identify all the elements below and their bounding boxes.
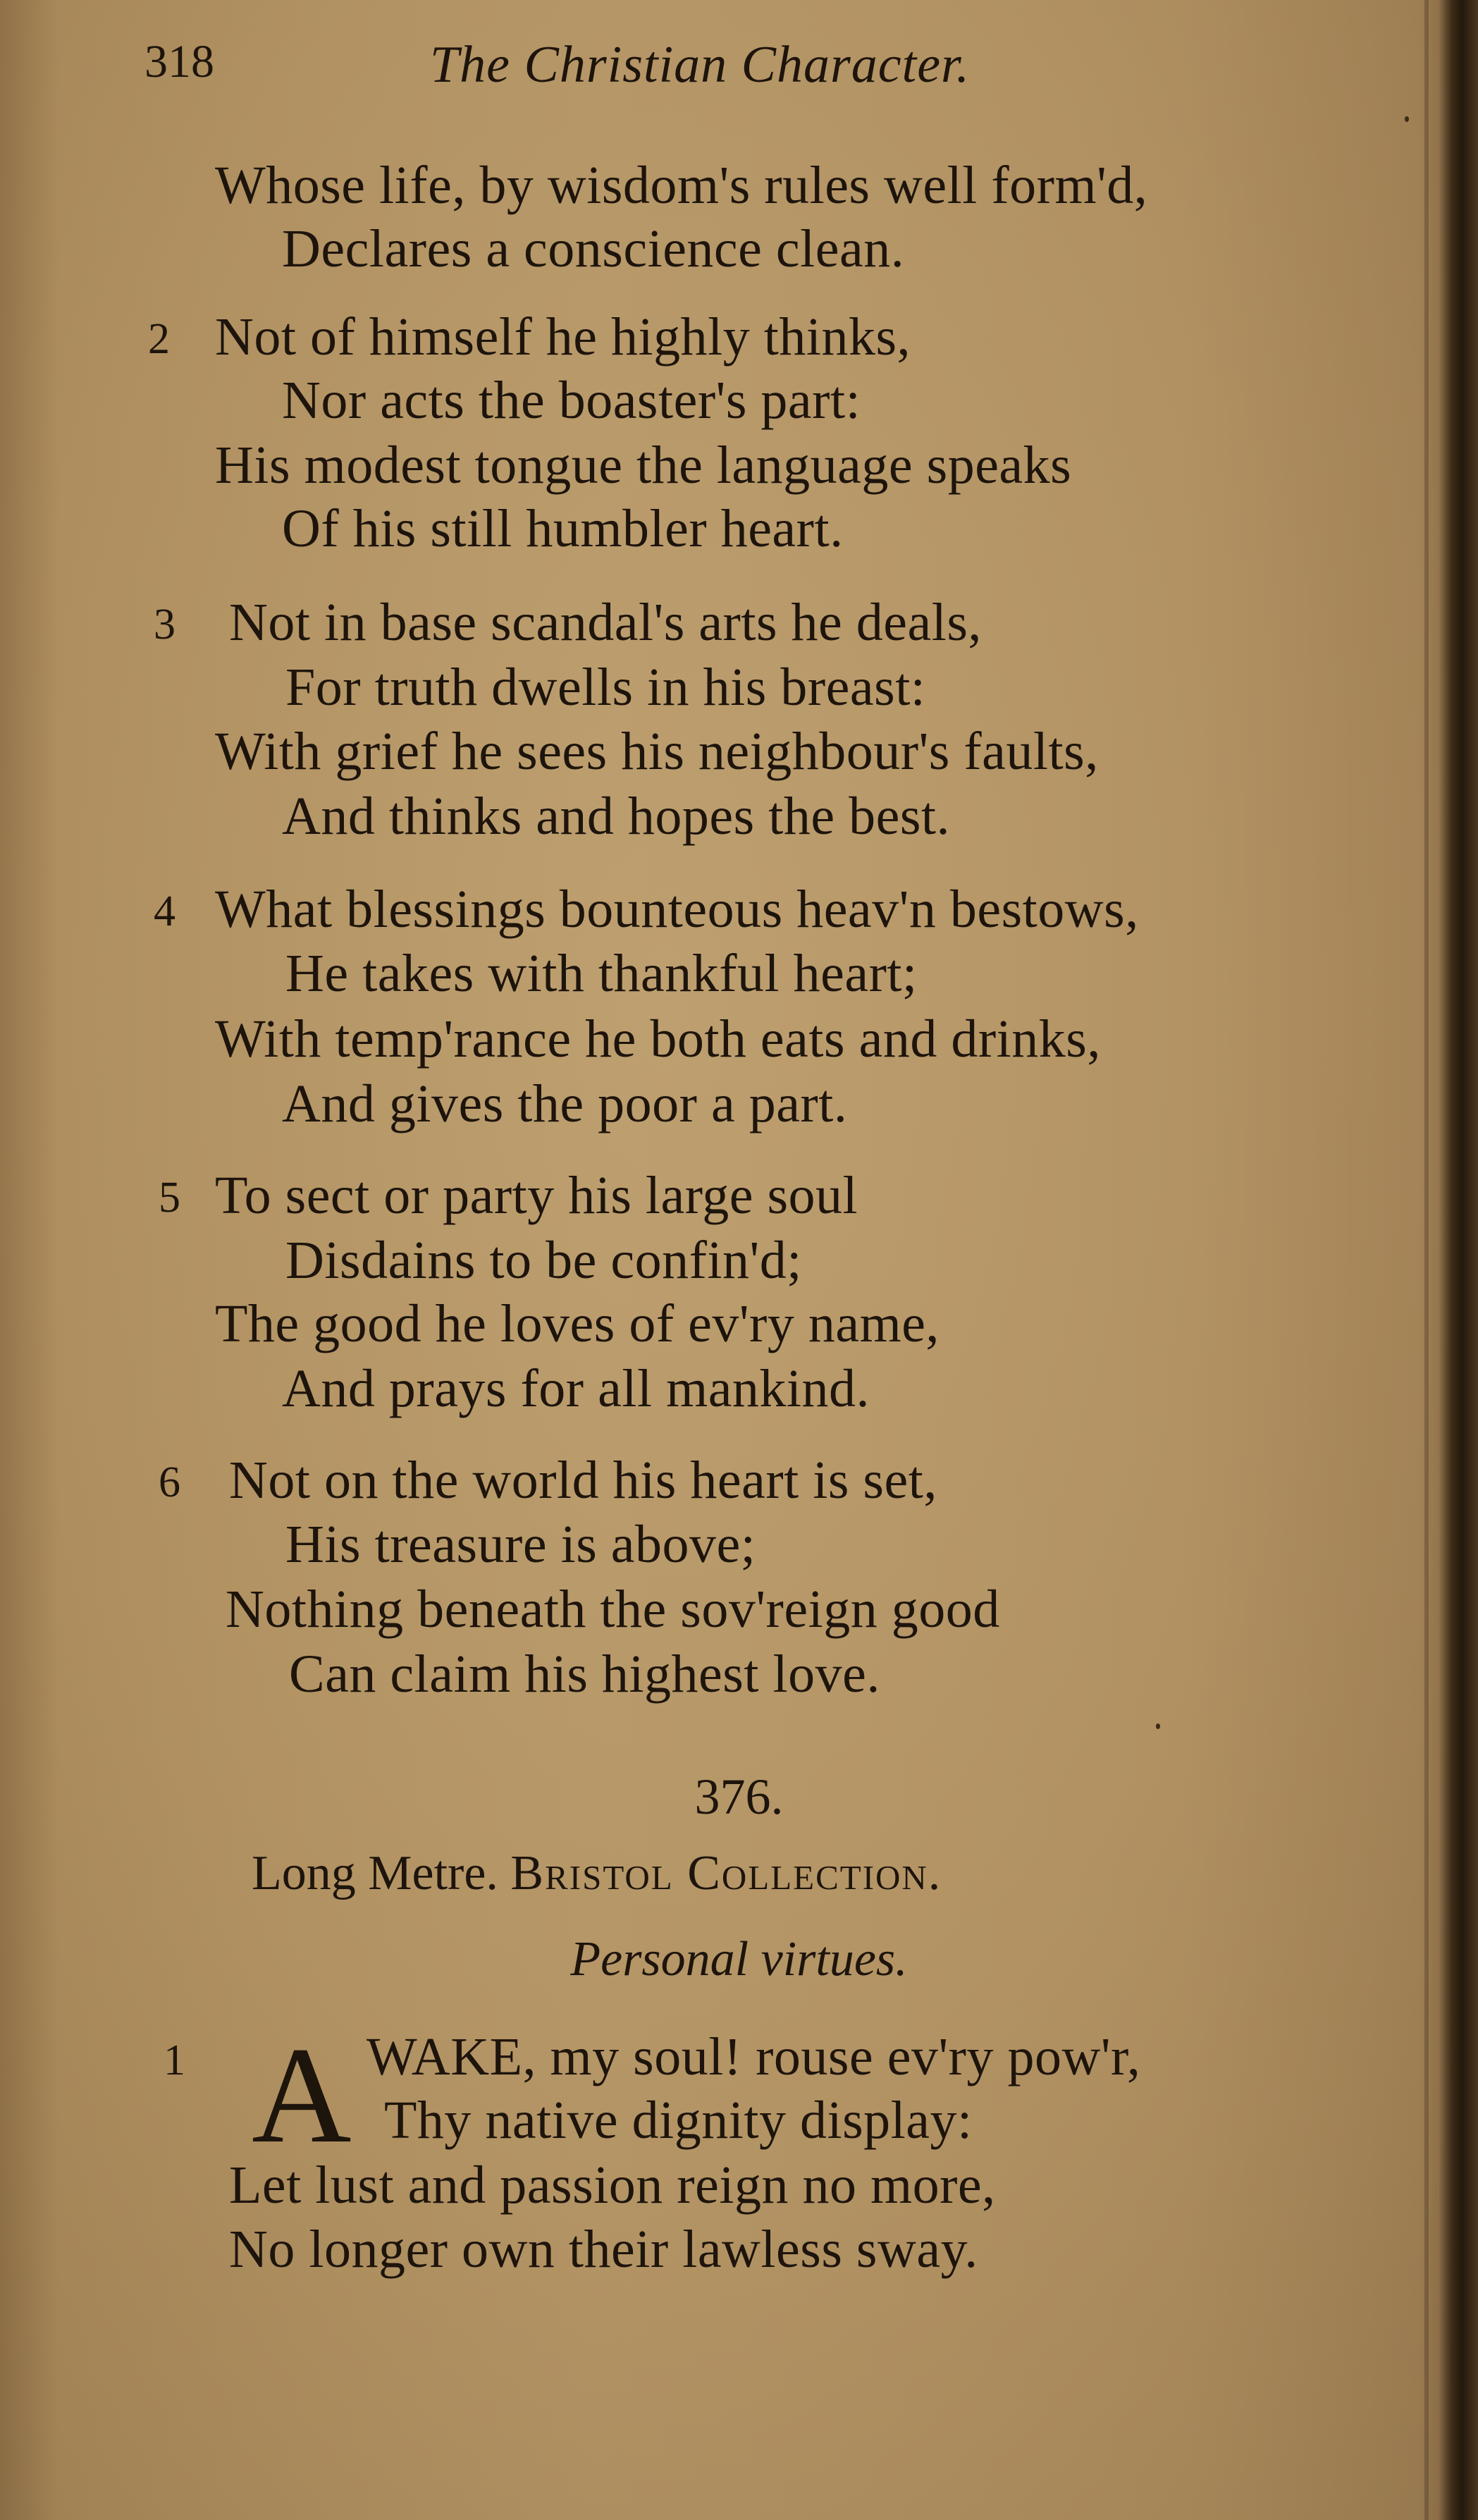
verse-line: WAKE, my soul! rouse ev'ry pow'r,: [367, 2027, 1141, 2086]
running-title: The Christian Character.: [430, 36, 971, 94]
hymn-number: 376.: [694, 1769, 784, 1825]
verse-line: Thy native dignity display:: [384, 2091, 973, 2150]
verse-line: Not of himself he highly thinks,: [215, 307, 911, 367]
verse-line: Whose life, by wisdom's rules well form'd,: [215, 156, 1148, 215]
verse-line: The good he loves of ev'ry name,: [215, 1294, 940, 1353]
hymn-meter: Long Metre.: [252, 1846, 498, 1900]
verse-line: And prays for all mankind.: [282, 1359, 870, 1418]
stanza-number: 2: [148, 315, 170, 363]
stanza-number: 1: [164, 2036, 185, 2084]
stanza-number: 5: [159, 1174, 180, 1222]
verse-line: No longer own their lawless sway.: [229, 2220, 978, 2279]
stanza-number: 4: [154, 887, 175, 935]
verse-line: For truth dwells in his breast:: [285, 658, 926, 717]
verse-line: Not in base scandal's arts he deals,: [229, 593, 982, 652]
page-gutter-shadow: [1424, 0, 1429, 2520]
stanza-number: 3: [154, 601, 175, 649]
paper-speck: [1405, 116, 1409, 122]
hymn-source: Bristol Collection.: [510, 1846, 942, 1900]
stanza-number: 6: [159, 1458, 180, 1506]
verse-line: His modest tongue the language speaks: [215, 436, 1072, 495]
verse-line: Of his still humbler heart.: [282, 499, 844, 558]
verse-line: With temp'rance he both eats and drinks,: [215, 1009, 1101, 1069]
verse-line: With grief he sees his neighbour's faults,: [215, 722, 1099, 781]
verse-line: Let lust and passion reign no more,: [229, 2156, 996, 2215]
verse-line: His treasure is above;: [285, 1515, 756, 1574]
verse-line: He takes with thankful heart;: [285, 944, 918, 1003]
hymn-meter-and-source: [252, 1845, 942, 1902]
page-number: 318: [144, 36, 214, 87]
verse-line: Can claim his highest love.: [289, 1645, 880, 1704]
verse-line: And thinks and hopes the best.: [282, 787, 951, 846]
verse-line: Declares a conscience clean.: [282, 219, 905, 278]
verse-line: Not on the world his heart is set,: [229, 1451, 937, 1510]
book-spine: [1439, 0, 1478, 2520]
verse-line: Nothing beneath the sov'reign good: [226, 1580, 1000, 1639]
page-header: [144, 28, 1413, 106]
verse-line: What blessings bounteous heav'n bestows,: [215, 880, 1139, 939]
verse-line: To sect or party his large soul: [215, 1166, 858, 1225]
paper-speck: [1156, 1723, 1160, 1729]
verse-line: Disdains to be confin'd;: [285, 1231, 802, 1290]
hymn-subject: Personal virtues.: [570, 1932, 908, 1986]
drop-cap: A: [252, 2019, 352, 2172]
verse-line: And gives the poor a part.: [282, 1074, 848, 1133]
verse-line: Nor acts the boaster's part:: [282, 371, 861, 430]
